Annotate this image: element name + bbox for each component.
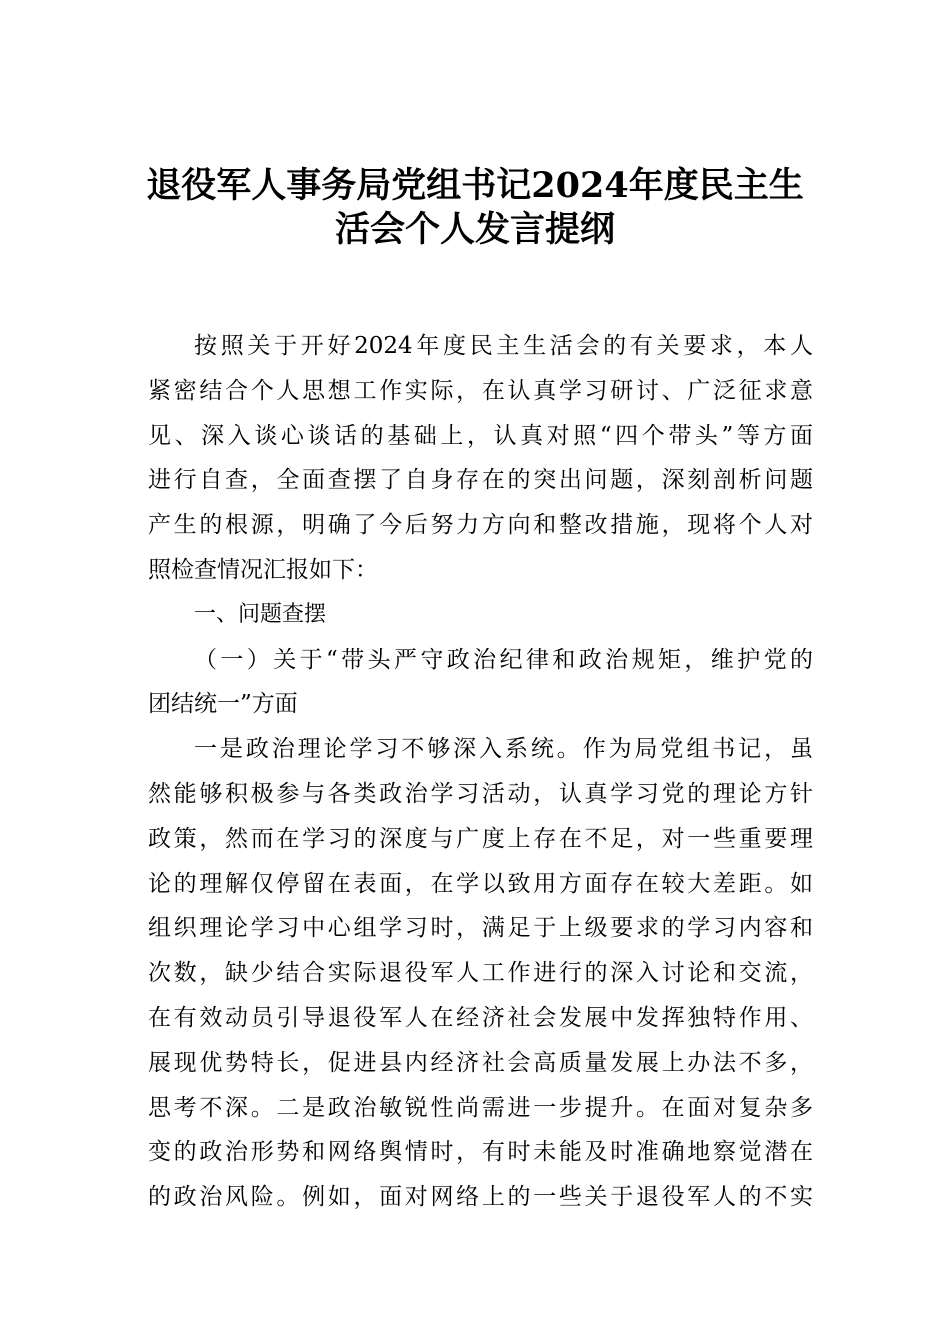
paragraph-line: 紧密结合个人思想工作实际，在认真学习研讨、广泛征求意 [148,377,813,404]
paragraph-line: 照检查情况汇报如下： [148,556,378,583]
subsection-heading-line: （一）关于“带头严守政治纪律和政治规矩，维护党的 [194,646,813,673]
paragraph-line: 次数，缺少结合实际退役军人工作进行的深入讨论和交流， [148,960,813,987]
paragraph-line: 思考不深。二是政治敏锐性尚需进一步提升。在面对复杂多 [148,1094,813,1121]
document-title-line-1: 退役军人事务局党组书记2024年度民主生 [146,165,804,206]
document-body [148,324,813,1220]
paragraph-line: 变的政治形势和网络舆情时，有时未能及时准确地察觉潜在 [148,1139,813,1166]
paragraph-line: 的政治风险。例如，面对网络上的一些关于退役军人的不实 [148,1184,813,1211]
subsection-heading-line: 团结统一”方面 [148,691,298,718]
paragraph-line: 见、深入谈心谈话的基础上，认真对照“四个带头”等方面 [148,422,813,449]
paragraph-line: 按照关于开好2024年度民主生活会的有关要求，本人 [194,333,813,359]
section-heading: 一、问题查摆 [194,601,327,627]
paragraph-line: 政策，然而在学习的深度与广度上存在不足，对一些重要理 [148,825,813,852]
paragraph-line: 论的理解仅停留在表面，在学以致用方面存在较大差距。如 [148,870,813,897]
paragraph-line: 进行自查，全面查摆了自身存在的突出问题，深刻剖析问题 [148,467,813,494]
paragraph-line: 产生的根源，明确了今后努力方向和整改措施，现将个人对 [148,512,813,539]
paragraph-line: 一是政治理论学习不够深入系统。作为局党组书记，虽 [194,736,813,763]
document-title-line-2: 活会个人发言提纲 [334,209,615,250]
paragraph-line: 然能够积极参与各类政治学习活动，认真学习党的理论方针 [148,780,813,807]
paragraph-line: 展现优势特长，促进县内经济社会高质量发展上办法不多， [148,1049,813,1076]
paragraph-line: 组织理论学习中心组学习时，满足于上级要求的学习内容和 [148,915,813,942]
paragraph-line: 在有效动员引导退役军人在经济社会发展中发挥独特作用、 [148,1004,813,1031]
